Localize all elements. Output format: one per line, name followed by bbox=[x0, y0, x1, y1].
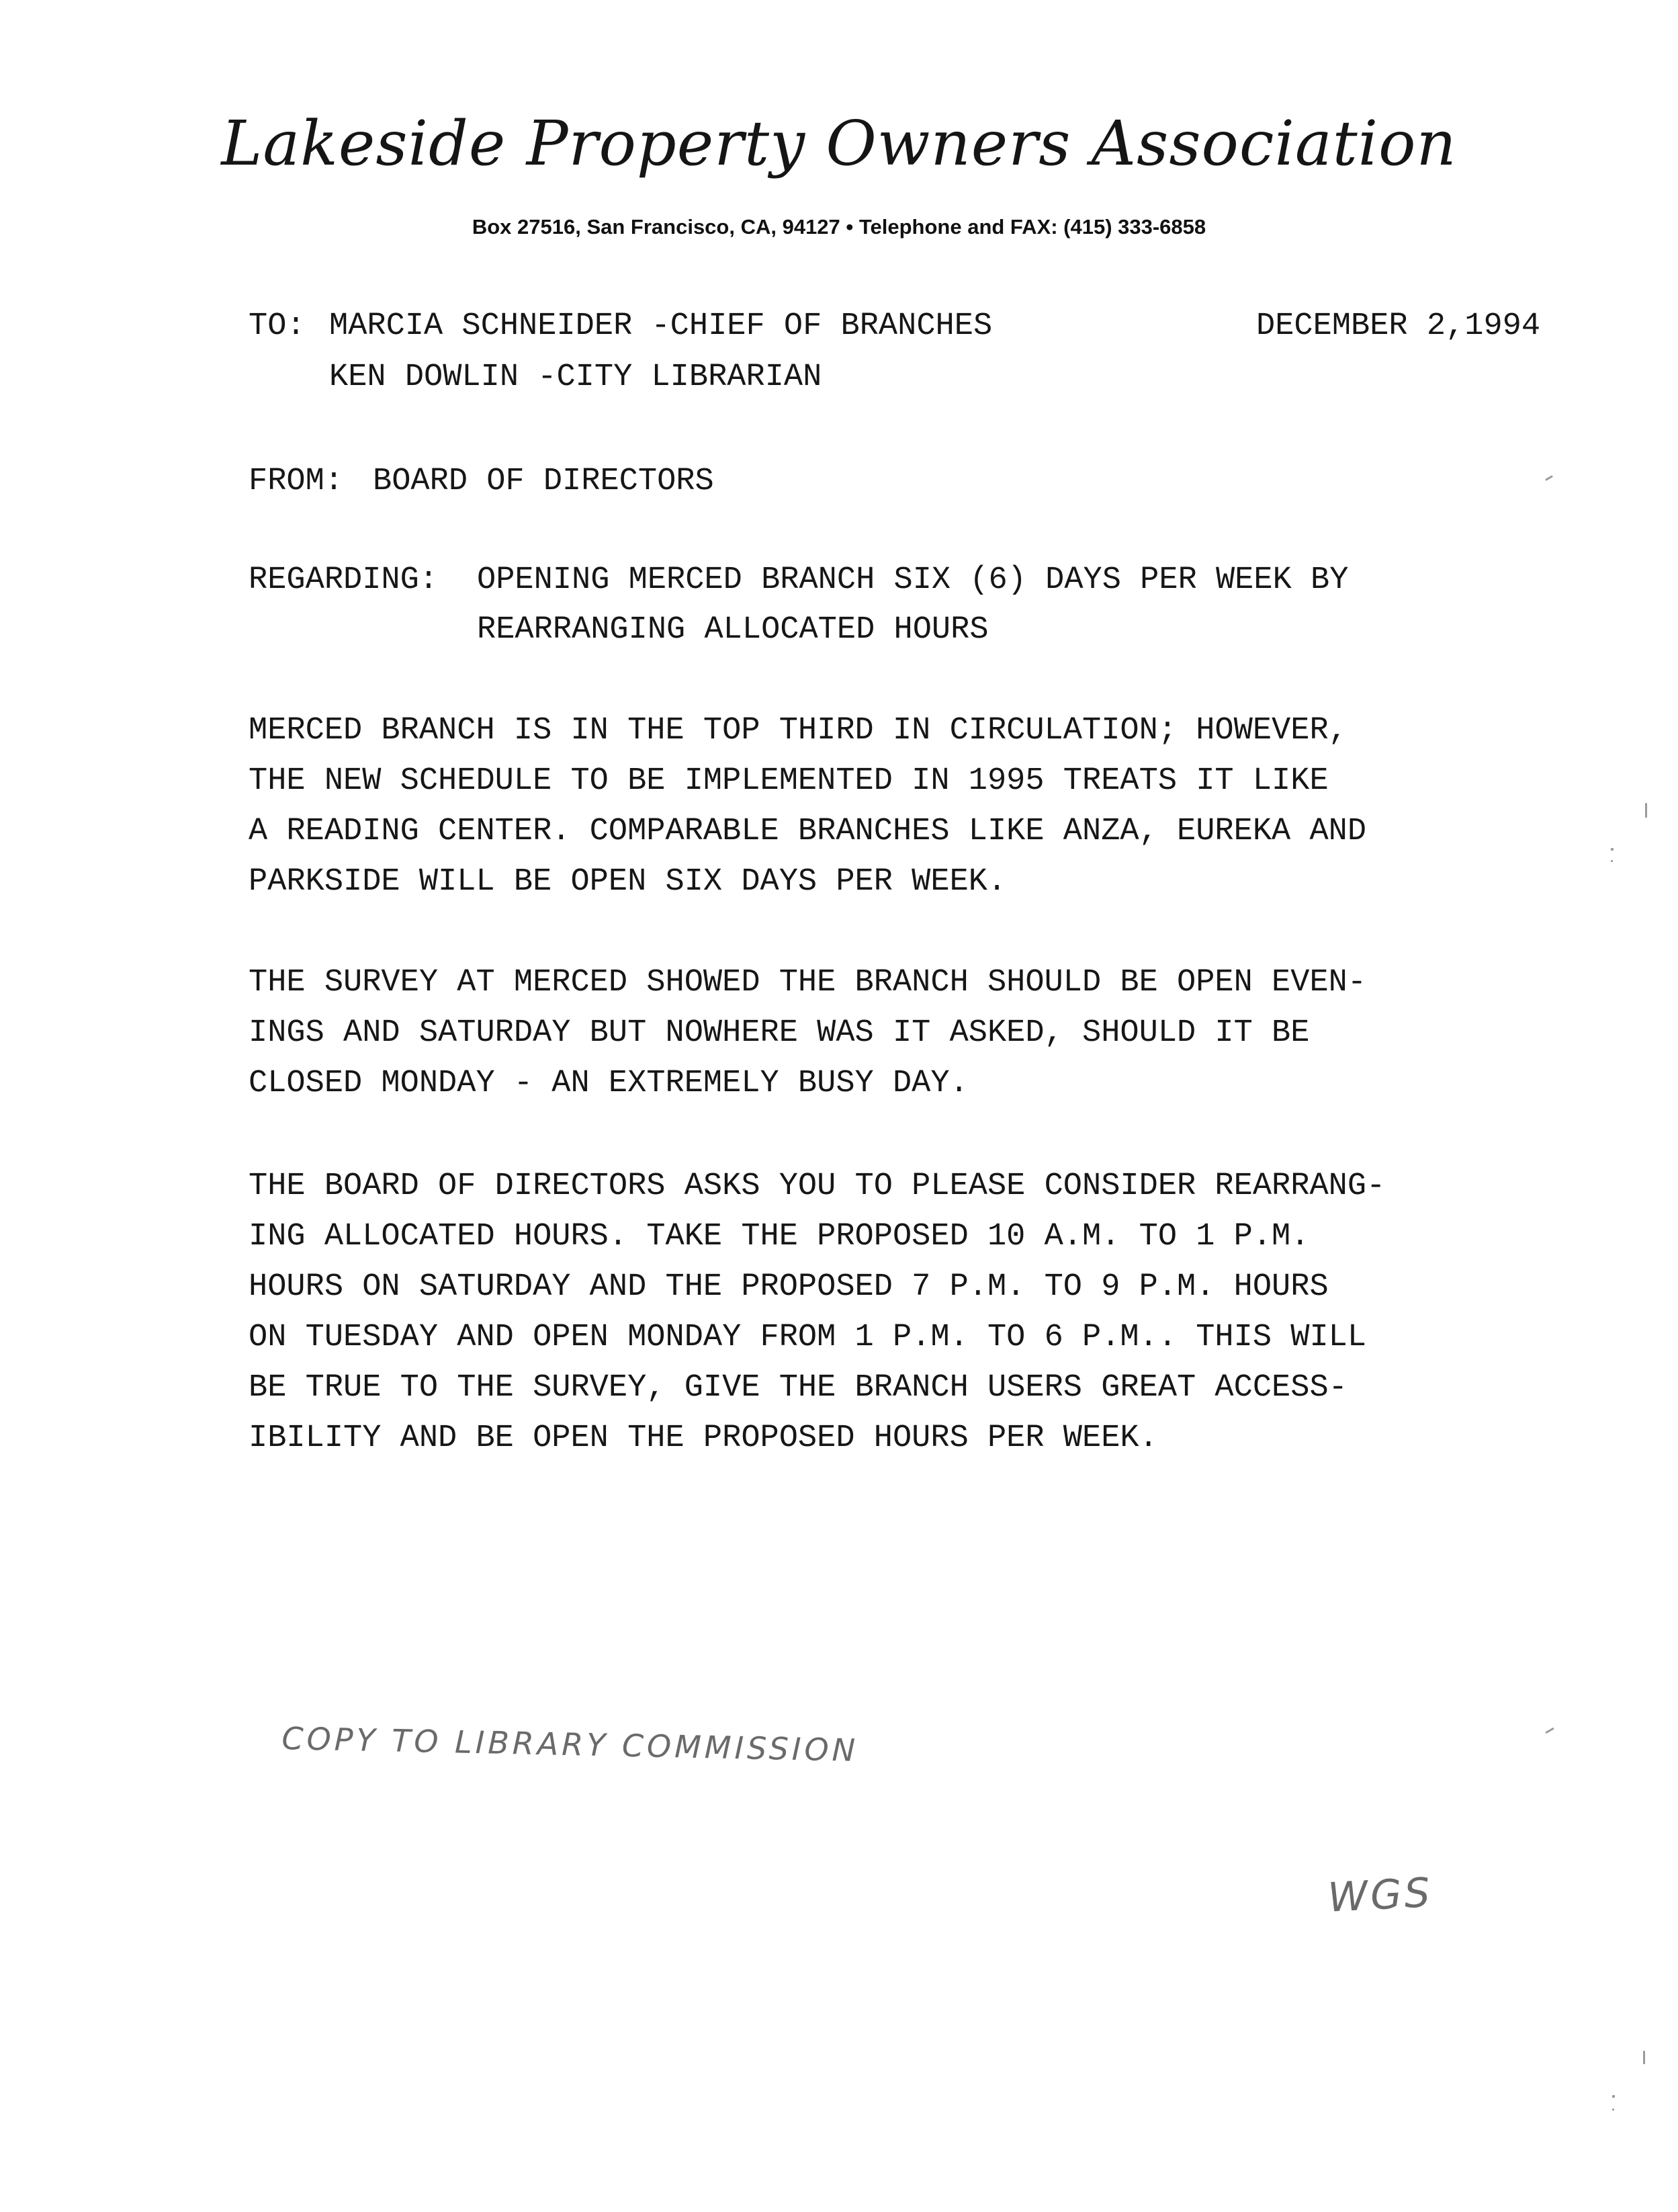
scan-speck bbox=[1643, 2051, 1645, 2064]
letterhead-address: Box 27516, San Francisco, CA, 94127 • Telephone and FAX: (415) 333-6858 bbox=[472, 215, 1206, 239]
body-line: ON TUESDAY AND OPEN MONDAY FROM 1 P.M. TO 6 P.M.. THIS WILL bbox=[249, 1320, 1367, 1355]
body-line: THE SURVEY AT MERCED SHOWED THE BRANCH SHOULD BE OPEN EVEN- bbox=[249, 965, 1367, 1001]
handwritten-copy-note: COPY TO LIBRARY COMMISSION bbox=[281, 1720, 859, 1769]
body-line: THE NEW SCHEDULE TO BE IMPLEMENTED IN 1995 TREATS IT LIKE bbox=[249, 763, 1329, 799]
body-paragraph-3 bbox=[249, 1161, 1385, 1463]
body-line: INGS AND SATURDAY BUT NOWHERE WAS IT ASKED, SHOULD IT BE bbox=[249, 1015, 1310, 1051]
body-line: IBILITY AND BE OPEN THE PROPOSED HOURS PER WEEK. bbox=[249, 1420, 1158, 1456]
scan-speck bbox=[1645, 803, 1647, 818]
regarding-line-1: OPENING MERCED BRANCH SIX (6) DAYS PER WEEK BY bbox=[477, 562, 1349, 598]
handwritten-initials: WGS bbox=[1327, 1869, 1434, 1922]
regarding-line-2: REARRANGING ALLOCATED HOURS bbox=[477, 612, 989, 648]
body-line: A READING CENTER. COMPARABLE BRANCHES LIKE ANZA, EUREKA AND bbox=[249, 814, 1367, 849]
body-paragraph-1 bbox=[249, 706, 1366, 907]
body-line: CLOSED MONDAY - AN EXTREMELY BUSY DAY. bbox=[249, 1066, 969, 1101]
scan-speck bbox=[1545, 475, 1553, 481]
regarding-label: REGARDING: bbox=[249, 562, 439, 598]
body-line: ING ALLOCATED HOURS. TAKE THE PROPOSED 10 A.M. TO 1 P.M. bbox=[249, 1219, 1310, 1254]
from-value: BOARD OF DIRECTORS bbox=[373, 464, 714, 499]
letterhead-organization-name: Lakeside Property Owners Association bbox=[221, 108, 1457, 179]
scan-speck bbox=[1611, 848, 1614, 851]
memo-date: DECEMBER 2,1994 bbox=[1256, 308, 1541, 344]
body-line: BE TRUE TO THE SURVEY, GIVE THE BRANCH USERS GREAT ACCESS- bbox=[249, 1370, 1348, 1406]
from-label: FROM: bbox=[249, 464, 344, 499]
recipient-2: KEN DOWLIN -CITY LIBRARIAN bbox=[329, 359, 822, 395]
scan-speck bbox=[1545, 1728, 1554, 1734]
scan-speck bbox=[1611, 860, 1613, 862]
recipient-1: MARCIA SCHNEIDER -CHIEF OF BRANCHES bbox=[329, 308, 993, 344]
body-line: PARKSIDE WILL BE OPEN SIX DAYS PER WEEK. bbox=[249, 864, 1007, 900]
body-paragraph-2 bbox=[249, 958, 1366, 1109]
scan-speck bbox=[1612, 2109, 1614, 2111]
body-line: HOURS ON SATURDAY AND THE PROPOSED 7 P.M. TO 9 P.M. HOURS bbox=[249, 1269, 1329, 1305]
to-label: TO: bbox=[249, 308, 306, 344]
scan-speck bbox=[1612, 2095, 1615, 2098]
body-line: THE BOARD OF DIRECTORS ASKS YOU TO PLEASE CONSIDER REARRANG- bbox=[249, 1168, 1386, 1204]
body-line: MERCED BRANCH IS IN THE TOP THIRD IN CIRCULATION; HOWEVER, bbox=[249, 713, 1348, 749]
